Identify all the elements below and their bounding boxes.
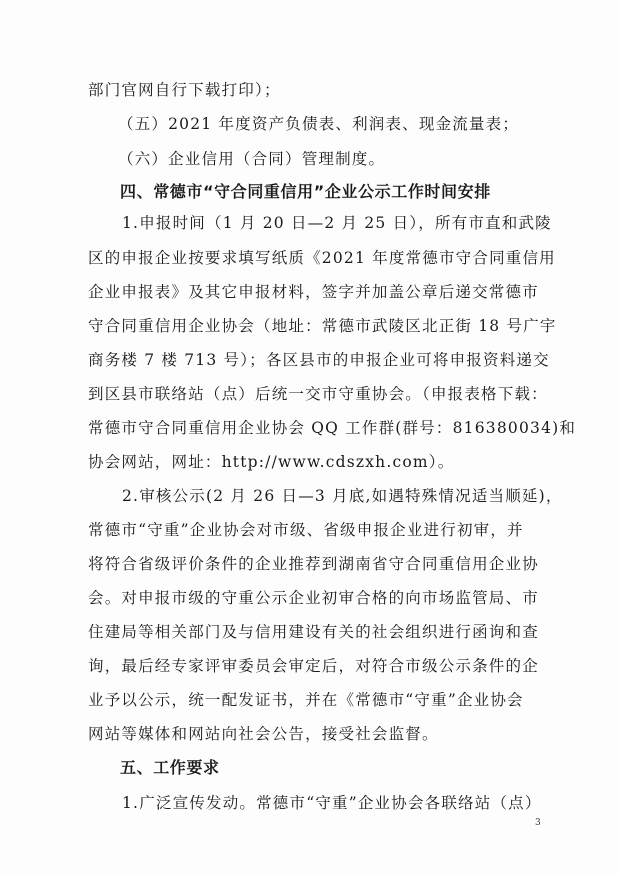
- text-line: 常德市守合同重信用企业协会 QQ 工作群(群号：816380034)和: [88, 419, 577, 437]
- text-line: 询，最后经专家评审委员会审定后，对符合市级公示条件的企: [88, 657, 539, 675]
- section-heading: 五、工作要求: [120, 758, 220, 777]
- text-line: 住建局等相关部门及与信用建设有关的社会组织进行函询和查: [88, 623, 539, 641]
- text-line: 协会网站，网址：http://www.cdszxh.com）。: [88, 453, 455, 471]
- text-line: 守合同重信用企业协会（地址：常德市武陵区北正街 18 号广宇: [88, 317, 557, 335]
- text-line: （五）2021 年度资产负债表、利润表、现金流量表；: [118, 115, 520, 133]
- text-line: 1.广泛宣传发动。常德市“守重”企业协会各联络站（点）: [122, 794, 542, 812]
- text-line: 区的申报企业按要求填写纸质《2021 年度常德市守合同重信用: [88, 249, 556, 267]
- text-line: 1.申报时间（1 月 20 日—2 月 25 日），所有市直和武陵: [122, 214, 552, 232]
- text-line: 部门官网自行下载打印）；: [88, 81, 281, 99]
- text-line: 企业申报表》及其它申报材料，签字并加盖公章后递交常德市: [88, 283, 539, 301]
- section-heading: 四、常德市“守合同重信用”企业公示工作时间安排: [120, 182, 491, 201]
- text-line: 会。对申报市级的守重公示企业初审合格的向市场监管局、市: [88, 589, 539, 607]
- text-line: 2.审核公示(2 月 26 日—3 月底,如遇特殊情况适当顺延)，: [122, 487, 563, 505]
- text-line: 商务楼 7 楼 713 号）；各区县市的申报企业可将申报资料递交: [88, 351, 550, 369]
- page-number: 3: [535, 818, 541, 828]
- text-line: 业予以公示，统一配发证书，并在《常德市“守重”企业协会: [88, 691, 524, 709]
- text-line: 网站等媒体和网站向社会公告，接受社会监督。: [88, 725, 439, 743]
- text-line: （六）企业信用（合同）管理制度。: [118, 150, 386, 168]
- text-line: 常德市“守重”企业协会对市级、省级申报企业进行初审，并: [88, 521, 524, 539]
- text-line: 到区县市联络站（点）后统一交市守重协会。（申报表格下载：: [88, 385, 548, 403]
- text-line: 将符合省级评价条件的企业推荐到湖南省守合同重信用企业协: [88, 555, 539, 573]
